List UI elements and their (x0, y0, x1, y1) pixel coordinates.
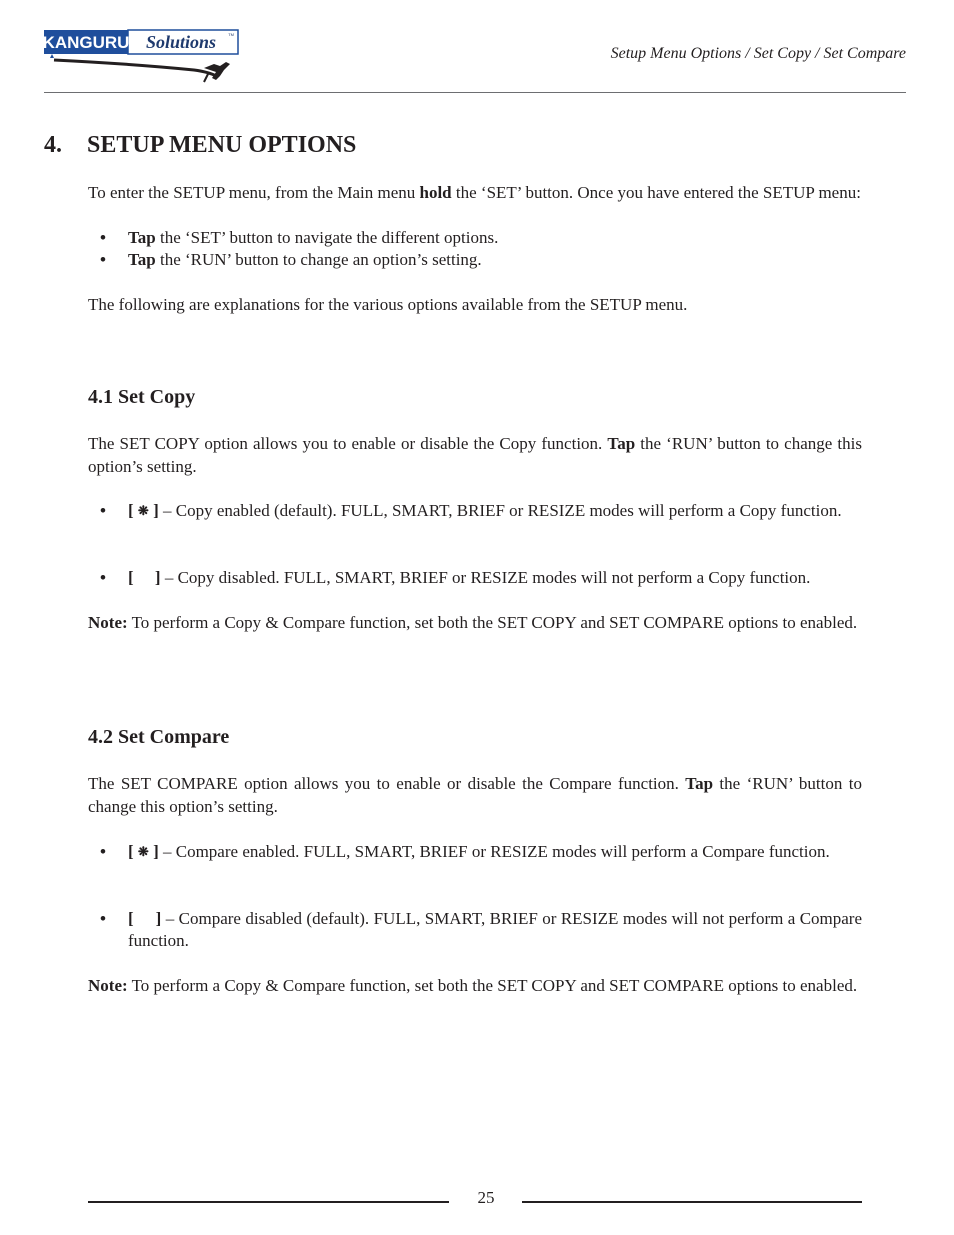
bold-run: hold (419, 183, 452, 202)
section-title: SETUP MENU OPTIONS (87, 132, 357, 158)
section-number: 4. (44, 132, 62, 158)
bold-run: Tap (128, 228, 156, 247)
asterisk-icon: ❋ (137, 503, 149, 518)
bullet-icon: • (100, 228, 106, 247)
list-item (88, 908, 862, 952)
text-run: – Compare enabled. FULL, SMART, BRIEF or RESIZE modes will perform a Compare function. (158, 842, 830, 861)
setup-options-explanation: The following are explanations for the various options available from the SETUP menu. (88, 295, 688, 314)
bold-run: Tap (128, 250, 156, 269)
note-label: Note: (88, 613, 128, 632)
bracket-close: ] (148, 842, 159, 861)
text-run: the ‘RUN’ button to change this option’s setting. (88, 774, 862, 816)
bold-run: Tap (685, 774, 714, 793)
text-run: To perform a Copy & Compare function, set both the SET COPY and SET COMPARE options to enabled. (127, 613, 858, 632)
text-run: The SET COMPARE option allows you to enable or disable the Compare function. (88, 774, 686, 793)
set-copy-disabled-list (88, 567, 862, 589)
bold-run: Tap (607, 434, 636, 453)
list-item (88, 841, 862, 863)
list-item (88, 227, 862, 249)
set-compare-disabled-list (88, 908, 862, 952)
subsection-heading-set-compare: 4.2 Set Compare (88, 726, 230, 748)
setup-intro-paragraph (88, 181, 862, 204)
subsection-heading-set-copy: 4.1 Set Copy (88, 386, 196, 408)
text-run: – Copy enabled (default). FULL, SMART, BRIEF or RESIZE modes will perform a Copy function. (158, 501, 842, 520)
text-run: the ‘RUN’ button to change an option’s setting. (155, 250, 482, 269)
disabled-indicator: [ ] (128, 909, 162, 928)
bracket-open: [ (128, 842, 138, 861)
text-run: the ‘SET’ button to navigate the different options. (155, 228, 499, 247)
logo-text-left: KANGURU (44, 33, 130, 52)
logo-text-right: Solutions (145, 32, 217, 52)
kanguru-logo (44, 28, 240, 84)
logo-tm: TM (228, 32, 234, 37)
bullet-icon: • (100, 909, 106, 928)
footer-rule-right (522, 1201, 862, 1203)
header-divider (44, 92, 906, 93)
bullet-icon: • (100, 501, 106, 520)
list-item (88, 567, 862, 589)
list-item (88, 249, 862, 271)
note-label: Note: (88, 976, 128, 995)
text-run: the ‘RUN’ button to change this option’s setting. (88, 434, 862, 476)
page-number: 25 (477, 1188, 495, 1207)
running-header-title: Setup Menu Options / Set Copy / Set Compare (610, 45, 906, 62)
footer-rule-left (88, 1201, 449, 1203)
section-heading (44, 132, 356, 159)
bullet-icon: • (100, 250, 106, 269)
text-run: the ‘SET’ button. Once you have entered the SETUP menu: (451, 183, 861, 202)
bracket-open: [ (128, 501, 138, 520)
list-item (88, 500, 862, 522)
set-copy-note (88, 611, 862, 634)
set-copy-enabled-list (88, 500, 862, 522)
text-run: – Copy disabled. FULL, SMART, BRIEF or RESIZE modes will not perform a Copy function. (160, 568, 811, 587)
setup-instructions-list (88, 227, 862, 271)
text-run: – Compare disabled (default). FULL, SMART, BRIEF or RESIZE modes will not perform a Compare function. (128, 909, 863, 950)
enabled-indicator (128, 501, 159, 520)
bullet-icon: • (100, 842, 106, 861)
disabled-indicator: [ ] (128, 568, 161, 587)
text-run: The SET COPY option allows you to enable or disable the Copy function. (88, 434, 608, 453)
asterisk-icon: ❋ (137, 844, 149, 859)
enabled-indicator (128, 842, 159, 861)
text-run: To perform a Copy & Compare function, set both the SET COPY and SET COMPARE options to enabled. (127, 976, 858, 995)
bracket-close: ] (148, 501, 159, 520)
bullet-icon: • (100, 568, 106, 587)
set-compare-intro (88, 772, 862, 818)
set-copy-intro (88, 432, 862, 478)
set-compare-enabled-list (88, 841, 862, 863)
text-run: To enter the SETUP menu, from the Main menu (88, 183, 420, 202)
set-compare-note (88, 974, 862, 997)
